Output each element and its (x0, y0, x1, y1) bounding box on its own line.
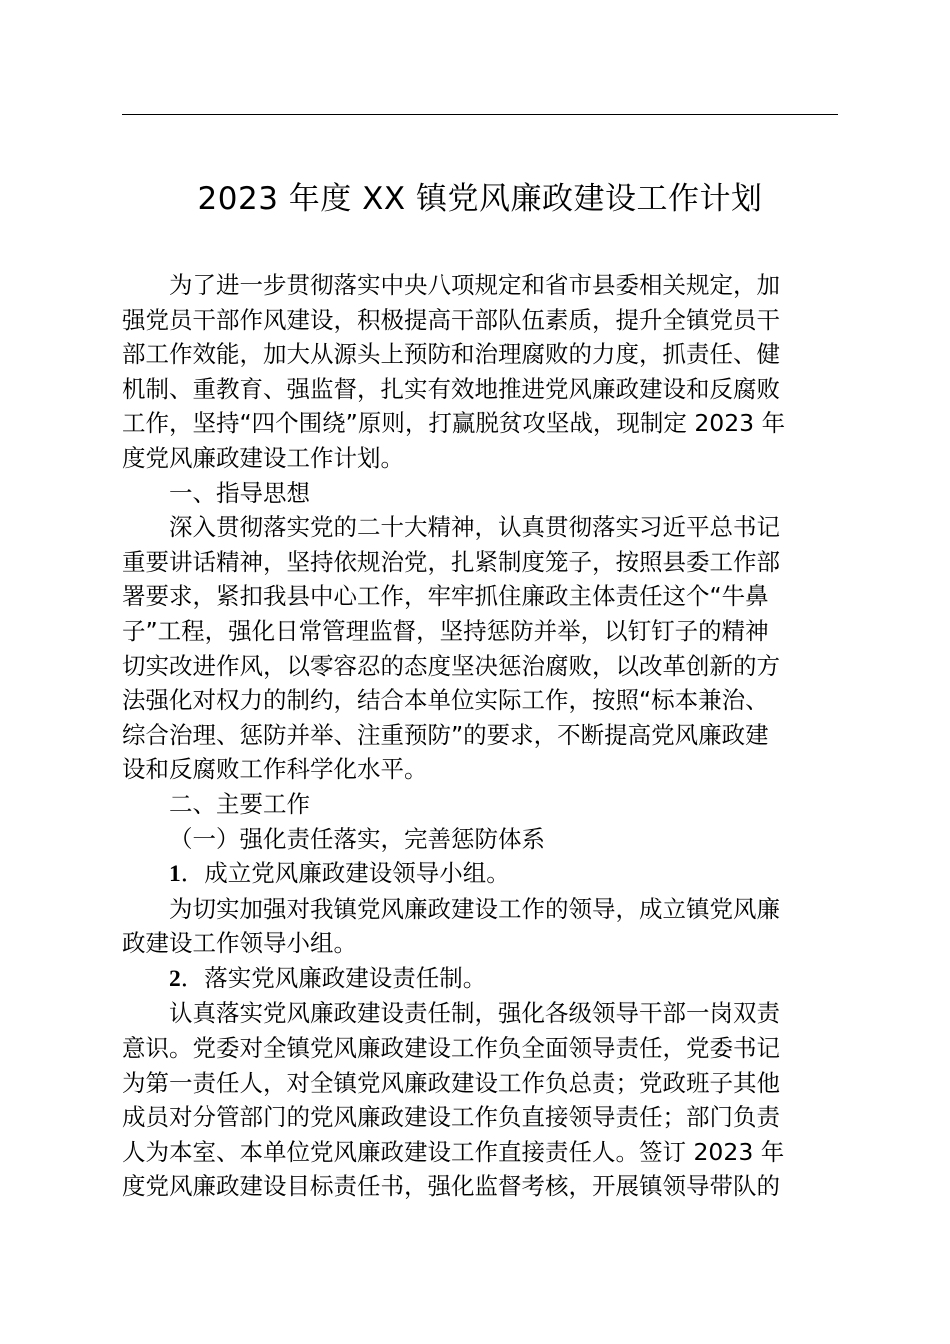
paragraph-line (122, 856, 838, 892)
paragraph-line (122, 787, 838, 822)
paragraph-line (122, 337, 838, 372)
paragraph-line (122, 718, 838, 753)
line-text: ．成立党风廉政建设领导小组。 (180, 859, 510, 888)
paragraph-line (122, 1169, 838, 1204)
item-number: 1 (169, 861, 181, 888)
paragraph-line (122, 1031, 838, 1066)
paragraph-line (122, 926, 838, 961)
line-text: 综合治理、惩防并举、注重预防”的要求，不断提高党风廉政建 (122, 720, 769, 749)
line-text: 设和反腐败工作科学化水平。 (122, 755, 428, 784)
paragraph-line (122, 683, 838, 718)
paragraph (122, 510, 838, 787)
document-title: 2023 年度 XX 镇党风廉政建设工作计划 (197, 181, 763, 217)
line-text: 度党风廉政建设目标责任书，强化监督考核，开展镇领导带队的 (122, 1172, 780, 1201)
paragraph-line (122, 476, 838, 511)
line-text: 一、指导思想 (169, 478, 310, 507)
line-text: 重要讲话精神，坚持依规治党，扎紧制度笼子，按照县委工作部 (122, 547, 780, 576)
paragraph-line (122, 579, 838, 614)
paragraph-line (122, 649, 838, 684)
paragraph-line (122, 996, 838, 1031)
paragraph (122, 856, 838, 892)
paragraph-line (122, 1135, 838, 1170)
line-text: 法强化对权力的制约，结合本单位实际工作，按照“标本兼治、 (122, 686, 769, 715)
line-text: 为切实加强对我镇党风廉政建设工作的领导，成立镇党风廉 (169, 894, 780, 923)
header-rule (122, 114, 838, 115)
line-text: 深入贯彻落实党的二十大精神，认真贯彻落实习近平总书记 (169, 513, 780, 542)
paragraph (122, 268, 838, 476)
paragraph-line (122, 510, 838, 545)
line-text: ．落实党风廉政建设责任制。 (180, 963, 487, 992)
line-text: 度党风廉政建设工作计划。 (122, 443, 404, 472)
paragraph-line (122, 268, 838, 303)
paragraph-line (122, 752, 838, 787)
paragraph-line (122, 614, 838, 649)
line-text: 人为本室、本单位党风廉政建设工作直接责任人。签订 2023 年 (122, 1137, 785, 1166)
line-text: 政建设工作领导小组。 (122, 929, 357, 958)
paragraph (122, 996, 838, 1204)
line-text: 为了进一步贯彻落实中央八项规定和省市县委相关规定，加 (169, 271, 780, 299)
paragraph-line (122, 372, 838, 407)
line-text: （一）强化责任落实，完善惩防体系 (169, 824, 545, 853)
paragraph-line (122, 545, 838, 580)
paragraph-line (122, 406, 838, 441)
document-body (122, 268, 838, 1204)
line-text: 部工作效能，加大从源头上预防和治理腐败的力度，抓责任、健 (122, 340, 780, 369)
paragraph-line (122, 961, 838, 997)
paragraph-line (122, 892, 838, 927)
paragraph (122, 822, 838, 857)
paragraph (122, 787, 838, 822)
paragraph-line (122, 441, 838, 476)
line-text: 认真落实党风廉政建设责任制，强化各级领导干部一岗双责 (169, 999, 780, 1028)
line-text: 强党员干部作风建设，积极提高干部队伍素质，提升全镇党员干 (122, 305, 780, 334)
paragraph (122, 961, 838, 997)
line-text: 署要求，紧扣我县中心工作，牢牢抓住廉政主体责任这个“牛鼻 (122, 582, 769, 611)
paragraph-line (122, 1066, 838, 1101)
line-text: 机制、重教育、强监督，扎实有效地推进党风廉政建设和反腐败 (122, 374, 780, 403)
paragraph-line (122, 1100, 838, 1135)
line-text: 切实改进作风，以零容忍的态度坚决惩治腐败，以改革创新的方 (122, 651, 780, 680)
line-text: 成员对分管部门的党风廉政建设工作负直接领导责任；部门负责 (122, 1103, 780, 1132)
item-number: 2 (169, 965, 181, 992)
line-text: 工作，坚持“四个围绕”原则，打赢脱贫攻坚战，现制定 2023 年 (122, 409, 786, 438)
paragraph-line (122, 822, 838, 857)
paragraph-line (122, 303, 838, 338)
paragraph (122, 892, 838, 961)
line-text: 子”工程，强化日常管理监督，坚持惩防并举，以钉钉子的精神 (122, 616, 769, 645)
line-text: 意识。党委对全镇党风廉政建设工作负全面领导责任，党委书记 (122, 1034, 780, 1063)
line-text: 二、主要工作 (169, 789, 310, 818)
line-text: 为第一责任人，对全镇党风廉政建设工作负总责；党政班子其他 (122, 1068, 780, 1097)
paragraph (122, 476, 838, 511)
